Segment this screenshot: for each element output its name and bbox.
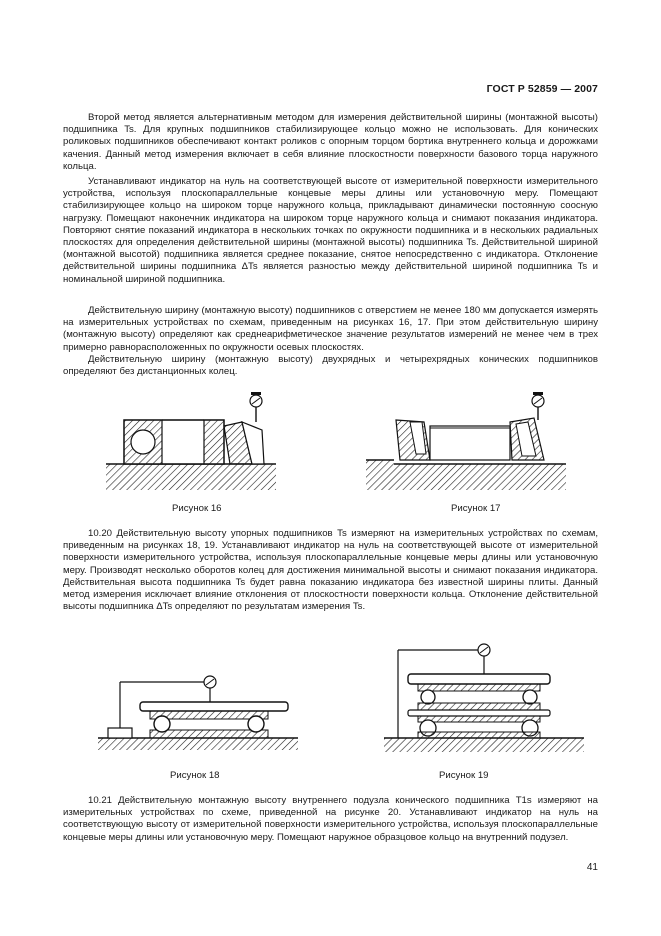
paragraph-2: Устанавливают индикатор на нуль на соответствующей высоте от измерительной поверхности измерительного устройства, используя плоскопараллельные концевые меры длины или установочную меру. Помещают стабилизирующее кольцо на широком торце наружного кольца, прикладывают динамически постоянную соосную нагрузку. Помещают наконечник индикатора на широком торце наружного кольца и снимают показания индикатора. Повторяют снятие показаний индикатора в нескольких точках по окружности подшипника и в нескольких радиальных плоскостях для определения действительной ширины (монтажной высоты) подшипника Ts. Действительной шириной (монтажной высотой) подшипника является среднее показание, снятое непосредственно с индикатора. Отклонение действительной ширины подшипника ΔTs является разностью между действительной шириной подшипника Ts и номинальной шириной подшипника. xyxy=(63,176,598,285)
paragraph-3: Действительную ширину (монтажную высоту) подшипников с отверстием не менее 180 мм допускается измерять на измерительных устройствах по схемам, приведенным на рисунках 16, 17. При этом действительную ширину (монтажную высоту) определяют как среднеарифметическое значение результатов измерений не менее чем в трех примерно равнорасположенных по окружности осевых плоскостях. xyxy=(63,305,598,353)
paragraph-1: Второй метод является альтернативным методом для измерения действительной ширины (монтажной высоты) подшипника Ts. Для крупных подшипников стабилизирующее кольцо можно не использовать. Для конических роликовых подшипников обеспечивают контакт роликов с опорным торцом бортика внутреннего кольца и дорожками качения. Данный метод измерения включает в себя влияние плоскостности поверхности базового торца наружного кольца. xyxy=(63,112,598,172)
figure-19-caption: Рисунок 19 xyxy=(439,770,489,781)
page-number: 41 xyxy=(586,862,598,873)
figure-19-diagram xyxy=(384,640,584,752)
figure-18-diagram xyxy=(98,672,298,750)
figure-16-caption: Рисунок 16 xyxy=(172,503,222,514)
document-header: ГОСТ Р 52859 — 2007 xyxy=(486,83,598,95)
figure-17-caption: Рисунок 17 xyxy=(451,503,501,514)
figure-17-diagram xyxy=(366,392,566,492)
figure-18-caption: Рисунок 18 xyxy=(170,770,220,781)
figure-16-diagram xyxy=(104,392,279,492)
paragraph-5: 10.20 Действительную высоту упорных подшипников Ts измеряют на измерительных устройствах по схемам, приведенным на рисунках 18, 19. Устанавливают индикатор на нуль на соответствующей высоте от измерительной поверхности измерительного устройства, используя плоскопараллельные концевые меры длины или установочную меру. Производят несколько оборотов колец для достижения минимальной высоты и снимают показания индикатора. Действительная высота подшипника Ts будет равна показанию индикатора без известной ширины плиты. Данный метод измерения исключает влияние отклонения от плоскостности поверхности кольца. Отклонение действительной высоты подшипника ΔTs определяют по результатам измерения Ts. xyxy=(63,528,598,613)
paragraph-6: 10.21 Действительную монтажную высоту внутреннего подузла конического подшипника T1s измеряют на измерительных устройствах по схеме, приведенной на рисунке 20. Устанавливают индикатор на нуль на соответствующую высоту от измерительной поверхности измерительного устройства, используя плоскопараллельные концевые меры длины или установочную меру. Помещают наружное образцовое кольцо на внутренний подузел. xyxy=(63,795,598,843)
paragraph-4: Действительную ширину (монтажную высоту) двухрядных и четырехрядных конических подшипников определяют без дистанционных колец. xyxy=(63,354,598,378)
